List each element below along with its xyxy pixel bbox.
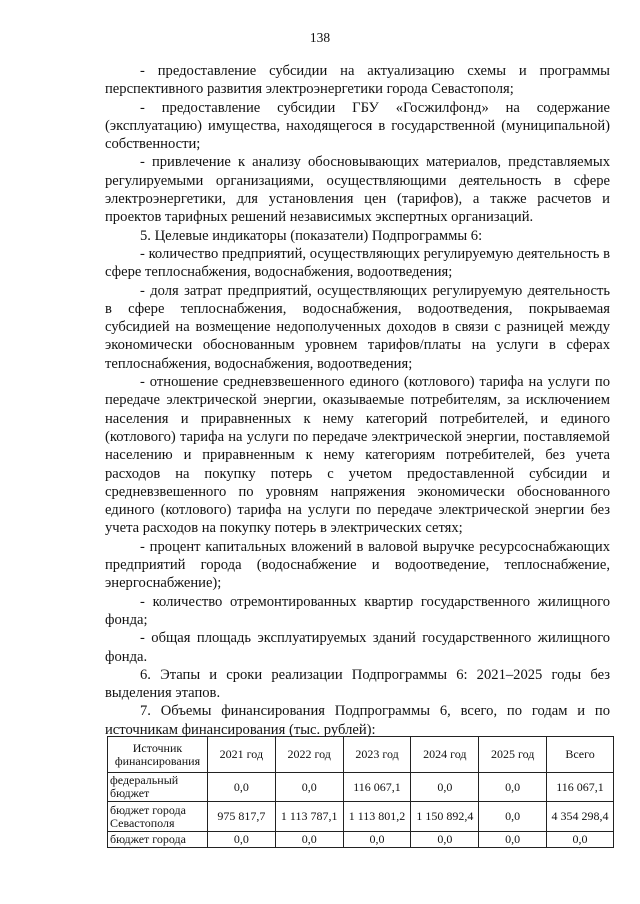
header-source: Источник финансирования [108,737,208,773]
table-header-row [108,737,614,773]
header-2021: 2021 год [207,737,275,773]
cell-value: 0,0 [479,832,547,848]
paragraph-subsidy-electro-scheme: - предоставление субсидии на актуализацию схемы и программы перспективного развития электроэнергетики города Севастополя; [105,63,610,98]
header-2022: 2022 год [275,737,343,773]
page-number: 138 [309,30,331,45]
cell-value: 0,0 [207,832,275,848]
cell-total: 4 354 298,4 [547,802,614,832]
section-heading-financing: 7. Объемы финансирования Подпрограммы 6, всего, по годам и по источникам финансирования (тыс. рублей): [105,703,610,738]
section-heading-stages: 6. Этапы и сроки реализации Подпрограммы 6: 2021–2025 годы без выделения этапов. [105,666,610,702]
header-total: Всего [547,737,614,773]
table-row [108,773,614,802]
paragraph-capital-investment: - процент капитальных вложений в валовой выручке ресурсоснабжающих предприятий города (водоснабжение и водоотведение, теплоснабжение, энергоснабжение); [105,538,610,592]
cell-value: 0,0 [275,773,343,802]
table-row [108,832,614,848]
cell-source: бюджет города Севастополя [108,802,208,832]
cell-value: 0,0 [479,773,547,802]
section-heading-indicators: 5. Целевые индикаторы (показатели) Подпрограммы 6: [140,227,483,244]
paragraph-tariff-ratio: - отношение средневзвешенного единого (котлового) тарифа на услуги по передаче электрической энергии, оказываемые потребителям, за исключением населения и приравненных к нему категорий потребителей, и единого (котлового) тарифа на услуги по передаче электрической энергии, поставляемой населению и приравненным к нему категориям потребителей, без учета расходов на покупку потерь с учетом предоставленной субсидии и средневзвешенного по уровням напряжения экономически обоснованного единого (котлового) тарифа на услуги по передаче электрической энергии без учета расходов на покупку потерь в электрических сетях; [105,374,610,537]
paragraph-enterprise-count: - количество предприятий, осуществляющих регулируемую деятельность в сфере теплоснабжения, водоснабжения, водоотведения; [105,245,610,281]
cell-value: 1 113 801,2 [343,802,411,832]
cell-value: 0,0 [411,773,479,802]
cell-value: 1 150 892,4 [411,802,479,832]
header-2025: 2025 год [479,737,547,773]
cell-total: 116 067,1 [547,773,614,802]
cell-value: 0,0 [343,832,411,848]
header-2023: 2023 год [343,737,411,773]
paragraph-expert-analysis: - привлечение к анализу обосновывающих материалов, представляемых регулируемыми организациями, осуществляющими деятельность в сфере электроэнергетики, для установления цен (тарифов), а также расчетов и проектов тарифных решений независимых экспертных организаций. [105,154,610,226]
financing-table [107,736,614,848]
table-row [108,802,614,832]
cell-value: 0,0 [411,832,479,848]
paragraph-subsidy-gosjilfond: - предоставление субсидии ГБУ «Госжилфонд» на содержание (эксплуатацию) имущества, находящегося в государственной (муниципальной) собственности; [105,99,610,153]
cell-value: 975 817,7 [207,802,275,832]
document-body [105,62,610,739]
paragraph-repaired-apartments: - количество отремонтированных квартир государственного жилищного фонда; [105,593,610,628]
cell-source: федеральный бюджет [108,773,208,802]
header-2024: 2024 год [411,737,479,773]
paragraph-building-area: - общая площадь эксплуатируемых зданий государственного жилищного фонда. [105,630,610,665]
cell-value: 0,0 [479,802,547,832]
cell-total: 0,0 [547,832,614,848]
cell-source: бюджет города [108,832,208,848]
cell-value: 1 113 787,1 [275,802,343,832]
cell-value: 0,0 [207,773,275,802]
cell-value: 116 067,1 [343,773,411,802]
cell-value: 0,0 [275,832,343,848]
paragraph-cost-share: - доля затрат предприятий, осуществляющих регулируемую деятельность в сфере теплоснабжения, водоснабжения, водоотведения, покрываемая субсидией на возмещение недополученных доходов в связи с разницей между экономически обоснованным уровнем тарифов/платы на услуги в сферах теплоснабжения, водоснабжения, водоотведения; [105,282,610,372]
